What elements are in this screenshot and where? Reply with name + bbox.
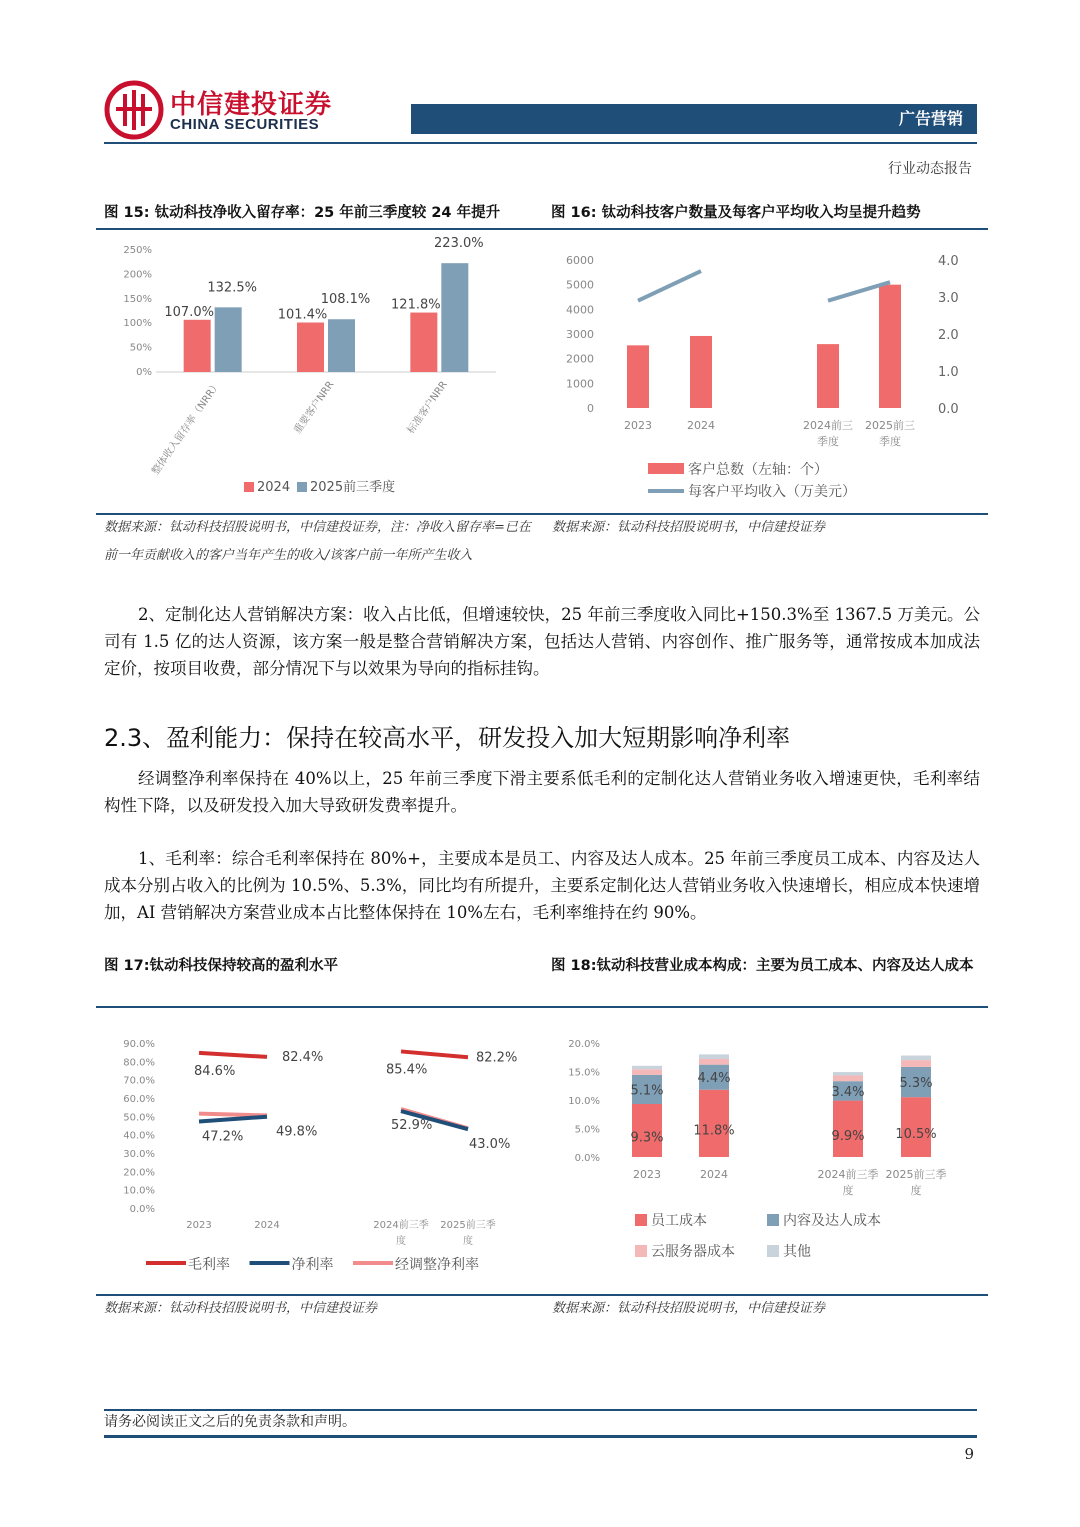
fig17-ytick: 90.0%	[123, 1039, 155, 1050]
fig16-category-label: 2024前三	[803, 419, 853, 432]
fig18-legend-swatch	[635, 1245, 647, 1257]
fig15-top-rule	[96, 228, 988, 230]
fig18-bar-segment	[632, 1066, 662, 1069]
fig18-ytick: 10.0%	[568, 1096, 600, 1107]
fig18-bar-segment	[699, 1054, 729, 1059]
footer-disclaimer: 请务必阅读正文之后的免责条款和声明。	[104, 1414, 356, 1430]
fig17-ytick: 40.0%	[123, 1130, 155, 1142]
fig15-ytick: 50%	[129, 342, 152, 354]
fig15-title: 图 15: 钛动科技净收入留存率：25 年前三季度较 24 年提升	[104, 205, 501, 221]
fig17-line-segment	[199, 1117, 267, 1122]
fig17-category-label: 度	[463, 1236, 473, 1247]
fig18-ytick: 5.0%	[574, 1124, 600, 1136]
fig16-ytick-right: 0.0	[938, 402, 959, 417]
fig15-bar	[297, 323, 324, 372]
fig18-bar-segment	[699, 1059, 729, 1065]
fig16-chart	[548, 232, 988, 514]
logo-en: CHINA SECURITIES	[170, 116, 320, 133]
fig15-ytick: 150%	[123, 293, 152, 305]
fig15-data-label: 101.4%	[277, 307, 328, 323]
fig17-ytick: 70.0%	[123, 1075, 155, 1087]
paragraph-custom-kol: 2、定制化达人营销解决方案：收入占比低，但增速较快，25 年前三季度收入同比+150.3%至 1367.5 万美元。公司有 1.5 亿的达人资源，该方案一般是整合营销解决方案，包括达人营销、内容创作、推广服务等，通常按成本加成法定价，按项目收费，部分情况下与以效果为导向的指标挂钩。	[104, 605, 980, 678]
fig18-category-label: 2024	[700, 1168, 728, 1181]
fig15-category-label: 重要客户NRR	[292, 379, 337, 437]
fig18-data-label: 9.3%	[630, 1130, 664, 1146]
paragraph-net-margin: 经调整净利率保持在 40%以上，25 年前三季度下滑主要系低毛利的定制化达人营销业务收入增速更快，毛利率结构性下降，以及研发投入加大导致研发费率提升。	[104, 769, 980, 815]
fig18-data-label: 5.1%	[630, 1083, 664, 1099]
fig17-category-label: 2025前三季	[440, 1220, 496, 1231]
fig18-legend-swatch	[767, 1214, 779, 1226]
fig15-category-label: 整体收入留存率（NRR）	[150, 379, 224, 477]
fig17-data-label: 52.9%	[391, 1118, 433, 1134]
fig15-bar	[215, 307, 242, 372]
page-number: 9	[964, 1445, 974, 1463]
fig17-chart	[96, 1010, 542, 1296]
footer-rule-bottom	[104, 1435, 977, 1438]
fig18-ytick: 20.0%	[568, 1039, 600, 1050]
fig16-category-label: 季度	[879, 435, 901, 448]
fig18-data-label: 9.9%	[831, 1128, 865, 1144]
fig16-ytick-right: 2.0	[938, 328, 959, 343]
fig17-line-segment	[199, 1053, 267, 1057]
fig18-bar-segment	[901, 1060, 931, 1067]
fig15-data-label: 107.0%	[164, 304, 214, 320]
fig16-ytick-left: 0	[587, 402, 594, 415]
fig17-ytick: 0.0%	[129, 1204, 155, 1215]
fig18-category-label: 2024前三季	[817, 1168, 879, 1181]
fig18-legend-swatch	[635, 1214, 647, 1226]
fig15-ytick: 250%	[123, 245, 152, 256]
fig17-data-label: 47.2%	[202, 1129, 244, 1145]
fig16-ytick-left: 1000	[566, 377, 594, 391]
fig17-line-segment	[401, 1051, 468, 1057]
fig15-legend-label: 2025前三季度	[310, 480, 396, 495]
fig18-legend-label: 云服务器成本	[651, 1244, 735, 1260]
fig16-bar	[627, 345, 649, 408]
fig17-data-label: 43.0%	[469, 1137, 511, 1153]
fig18-ytick: 0.0%	[574, 1153, 600, 1164]
fig15-data-label: 108.1%	[320, 292, 371, 308]
fig15-bar	[441, 263, 468, 372]
report-type: 行业动态报告	[888, 161, 972, 177]
fig17-ytick: 20.0%	[123, 1167, 155, 1179]
fig16-category-label: 季度	[817, 435, 839, 448]
fig15-ytick: 100%	[123, 318, 152, 330]
fig17-category-label: 2023	[186, 1220, 212, 1231]
fig17-ytick: 30.0%	[123, 1149, 155, 1160]
fig18-legend-label: 内容及达人成本	[783, 1213, 881, 1229]
fig16-source: 数据来源：钛动科技招股说明书，中信建投证券	[552, 520, 826, 535]
fig15-legend-swatch	[244, 482, 254, 492]
fig17-legend-label: 净利率	[291, 1257, 334, 1273]
fig16-ytick-left: 2000	[566, 352, 594, 366]
fig16-legend-label: 客户总数（左轴：个）	[688, 462, 828, 478]
paragraph-gross-margin: 1、毛利率：综合毛利率保持在 80%+，主要成本是员工、内容及达人成本。25 年前三季度员工成本、内容及达人成本分别占收入的比例为 10.5%、5.3%，同比均有所提升，主要系定制化达人营销业务收入快速增长，相应成本快速增加，AI 营销解决方案营业成本占比整体保持在 10%左右，毛利率维持在约 90%。	[104, 849, 980, 922]
fig18-data-label: 10.5%	[895, 1127, 937, 1143]
fig15-bar	[328, 319, 355, 372]
logo-cn: 中信建投证券	[170, 90, 333, 120]
fig16-bar	[690, 336, 712, 408]
fig15-ytick: 0%	[136, 367, 152, 378]
fig17-ytick: 50.0%	[123, 1112, 155, 1124]
fig16-ytick-left: 5000	[566, 278, 594, 292]
fig15-data-label: 223.0%	[434, 236, 484, 252]
fig17-top-rule	[96, 1006, 988, 1008]
fig16-legend-swatch-bar	[648, 463, 684, 474]
fig16-category-label: 2024	[687, 419, 715, 432]
fig16-legend-label: 每客户平均收入（万美元）	[688, 484, 856, 500]
fig15-bar	[410, 313, 437, 372]
fig18-legend-swatch	[767, 1245, 779, 1257]
fig16-line-segment	[638, 271, 701, 301]
fig17-source: 数据来源：钛动科技招股说明书，中信建投证券	[104, 1301, 378, 1316]
fig15-category-label: 标准客户NRR	[405, 379, 450, 437]
fig15-data-label: 132.5%	[207, 280, 257, 296]
fig17-legend-label: 毛利率	[188, 1257, 230, 1273]
fig15-source: 数据来源：钛动科技招股说明书，中信建投证券，注：净收入留存率=已在前一年贡献收入的客户当年产生的收入/该客户前一年所产生收入	[104, 520, 531, 563]
fig17-line-segment	[199, 1114, 267, 1116]
fig18-legend-label: 员工成本	[651, 1213, 707, 1229]
fig16-ytick-left: 4000	[566, 303, 594, 317]
fig18-data-label: 11.8%	[693, 1123, 735, 1139]
fig18-category-label: 2025前三季	[885, 1168, 947, 1181]
fig17-category-label: 度	[396, 1236, 406, 1247]
fig17-ytick: 80.0%	[123, 1057, 155, 1069]
fig17-category-label: 2024	[254, 1220, 280, 1231]
fig18-bar-segment	[901, 1056, 931, 1061]
fig17-data-label: 84.6%	[194, 1063, 236, 1079]
fig18-bar-segment	[833, 1072, 863, 1075]
fig15-data-label: 121.8%	[391, 297, 441, 313]
fig18-chart	[548, 1010, 988, 1296]
fig17-ytick: 10.0%	[123, 1185, 155, 1197]
fig17-legend-label: 经调整净利率	[395, 1257, 479, 1273]
fig17-data-label: 82.2%	[476, 1050, 518, 1066]
fig16-category-label: 2025前三	[865, 419, 915, 432]
fig16-category-label: 2023	[624, 419, 652, 432]
fig16-ytick-left: 6000	[566, 254, 594, 267]
fig17-data-label: 82.4%	[282, 1049, 324, 1065]
fig17-ytick: 60.0%	[123, 1094, 155, 1105]
fig16-ytick-right: 3.0	[938, 291, 959, 306]
fig18-bar-segment	[632, 1069, 662, 1075]
fig18-source: 数据来源：钛动科技招股说明书，中信建投证券	[552, 1301, 826, 1316]
header-rule	[104, 142, 977, 144]
fig15-legend-label: 2024	[257, 480, 291, 495]
fig18-category-label: 度	[842, 1184, 854, 1197]
fig18-legend-label: 其他	[783, 1244, 811, 1260]
fig17-title: 图 17:钛动科技保持较高的盈利水平	[104, 958, 339, 974]
fig18-category-label: 2023	[633, 1168, 661, 1181]
fig18-data-label: 5.3%	[899, 1076, 933, 1092]
fig15-chart	[96, 232, 542, 514]
fig18-data-label: 4.4%	[697, 1071, 731, 1087]
fig17-data-label: 85.4%	[386, 1062, 428, 1078]
section-heading-2-3: 2.3、盈利能力：保持在较高水平，研发投入加大短期影响净利率	[104, 724, 791, 752]
fig16-ytick-right: 4.0	[938, 254, 959, 269]
fig15-ytick: 200%	[123, 269, 152, 281]
fig18-bar-segment	[833, 1075, 863, 1081]
fig16-ytick-left: 3000	[566, 328, 594, 341]
fig18-data-label: 3.4%	[831, 1084, 865, 1100]
fig16-ytick-right: 1.0	[938, 365, 959, 380]
fig16-bar	[817, 344, 839, 408]
sector-banner: 广告营销	[411, 104, 977, 134]
fig18-category-label: 度	[910, 1184, 922, 1197]
fig18-ytick: 15.0%	[568, 1067, 600, 1079]
fig15-bar	[184, 320, 211, 372]
fig16-bar	[879, 285, 901, 408]
fig17-category-label: 2024前三季	[373, 1220, 429, 1231]
fig16-title: 图 16: 钛动科技客户数量及每客户平均收入均呈提升趋势	[551, 205, 921, 221]
fig17-data-label: 49.8%	[276, 1124, 318, 1140]
fig18-title: 图 18:钛动科技营业成本构成：主要为员工成本、内容及达人成本	[551, 958, 974, 974]
fig15-legend-swatch	[297, 482, 307, 492]
logo-emblem	[104, 80, 164, 140]
logo	[104, 80, 344, 142]
